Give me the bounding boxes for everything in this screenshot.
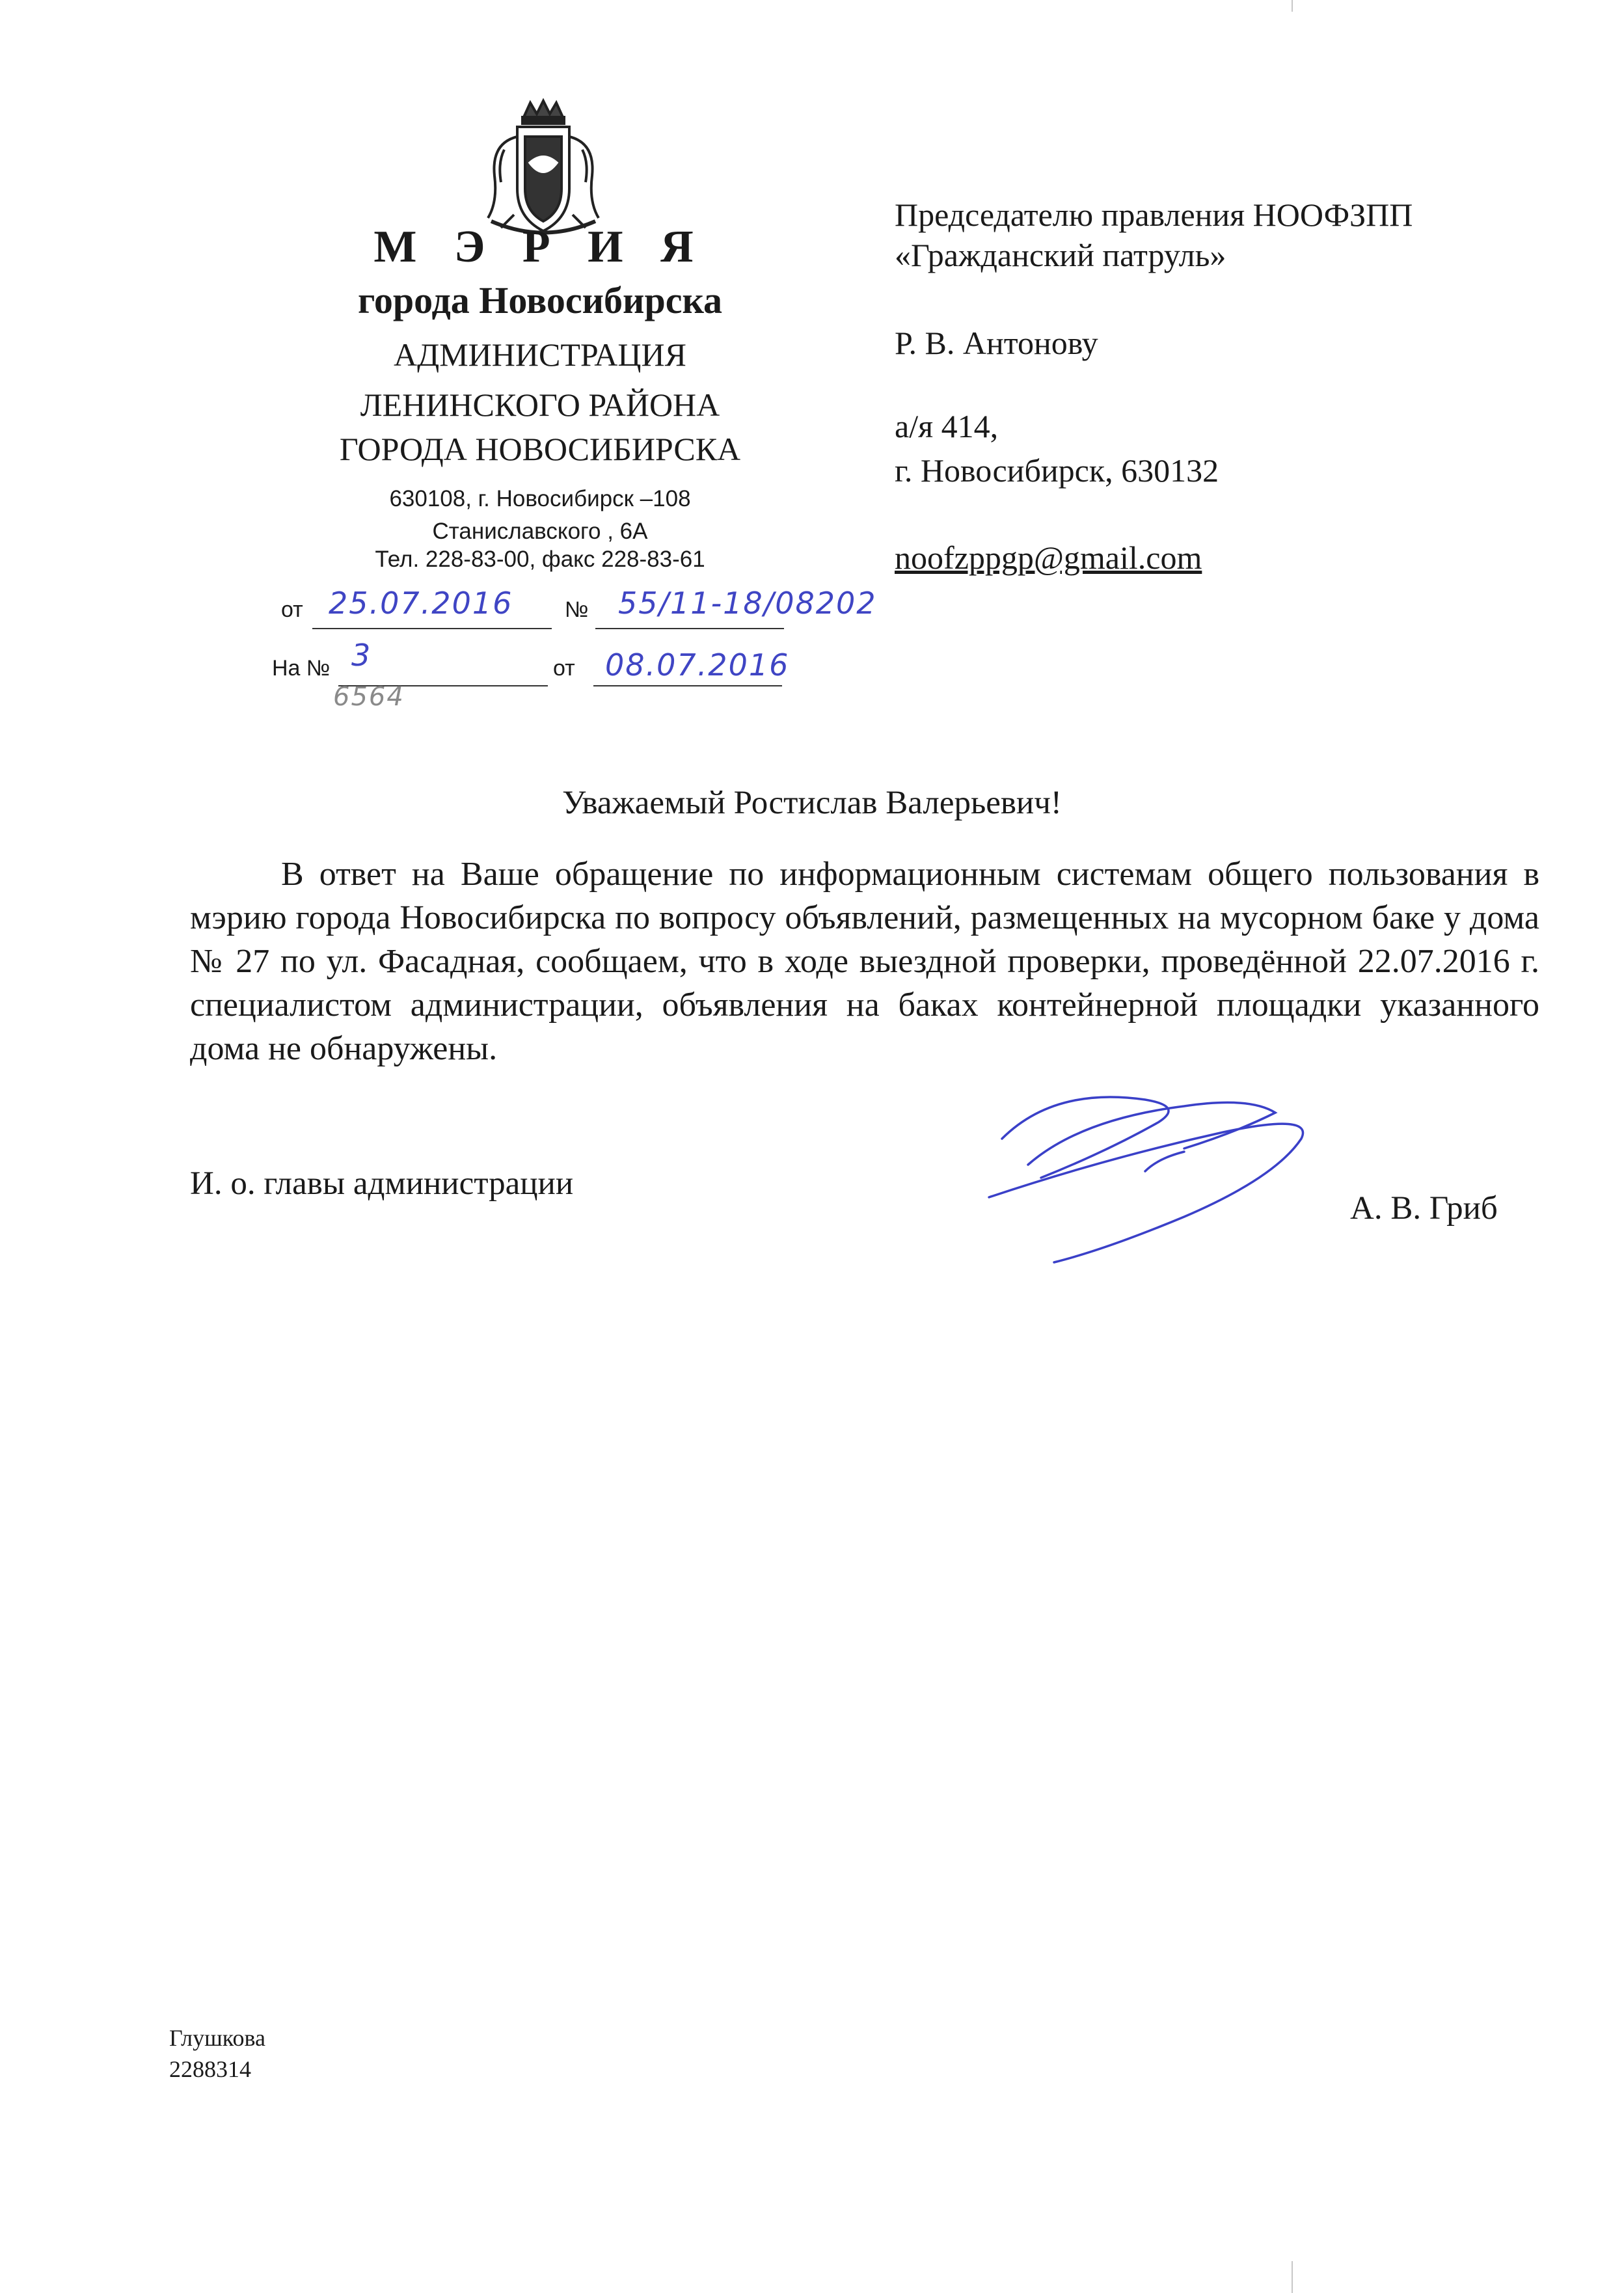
ref-number-underline <box>595 628 784 629</box>
ref-number-label: № <box>565 597 589 622</box>
addressee-city: г. Новосибирск, 630132 <box>895 452 1219 489</box>
ref-number-value: 55/11-18/08202 <box>618 586 877 621</box>
address-line-2: Станиславского , 6А <box>432 519 648 544</box>
reply-number-label: На № <box>272 656 331 681</box>
executor-name: Глушкова <box>169 2025 265 2051</box>
ref-from-label: от <box>281 597 303 622</box>
executor-phone: 2288314 <box>169 2056 251 2082</box>
org-name: М Э Р И Я <box>373 222 707 272</box>
signer-title: И. о. главы администрации <box>190 1165 574 1202</box>
reply-number-value: 3 <box>351 638 372 673</box>
ref-from-underline <box>312 628 552 629</box>
ref-from-date: 25.07.2016 <box>329 586 513 621</box>
salutation: Уважаемый Ростислав Валерьевич! <box>562 785 1062 821</box>
reply-date-value: 08.07.2016 <box>605 647 790 683</box>
signer-name: А. В. Гриб <box>1350 1190 1498 1227</box>
phone-line: Тел. 228-83-00, факс 228-83-61 <box>375 547 705 572</box>
scan-edge-mark <box>1292 2261 1293 2293</box>
dept-line-2: ЛЕНИНСКОГО РАЙОНА <box>360 387 720 423</box>
dept-line-3: ГОРОДА НОВОСИБИРСКА <box>339 431 741 467</box>
address-line-1: 630108, г. Новосибирск –108 <box>389 486 691 511</box>
addressee-name: Р. В. Антонову <box>895 325 1098 361</box>
addressee-position: Председателю правления НООФЗПП <box>895 197 1413 233</box>
letter-body: В ответ на Ваше обращение по информационным системам общего пользования в мэрию города Новосибирска по вопросу объявлений, размещенных на мусорном баке у дома № 27 по ул. Фасадная, сообщаем, что в ходе выездной проверки, проведённой 22.07.2016 г. специалистом администрации, объявления на баках контейнерной площадки указанного дома не обнаружены. <box>190 856 1539 1067</box>
reply-date-label: от <box>553 656 575 681</box>
scan-edge-mark <box>1292 0 1293 12</box>
dept-line-1: АДМИНИСТРАЦИЯ <box>394 336 686 373</box>
addressee-po-box: а/я 414, <box>895 408 999 444</box>
addressee-organization: «Гражданский патруль» <box>895 237 1226 273</box>
reply-date-underline <box>593 685 782 686</box>
org-city: города Новосибирска <box>357 279 723 321</box>
ref-extra-note: 6564 <box>333 682 405 712</box>
handwritten-signature-icon <box>911 1061 1379 1282</box>
addressee-email: noofzppgp@gmail.com <box>895 539 1202 576</box>
